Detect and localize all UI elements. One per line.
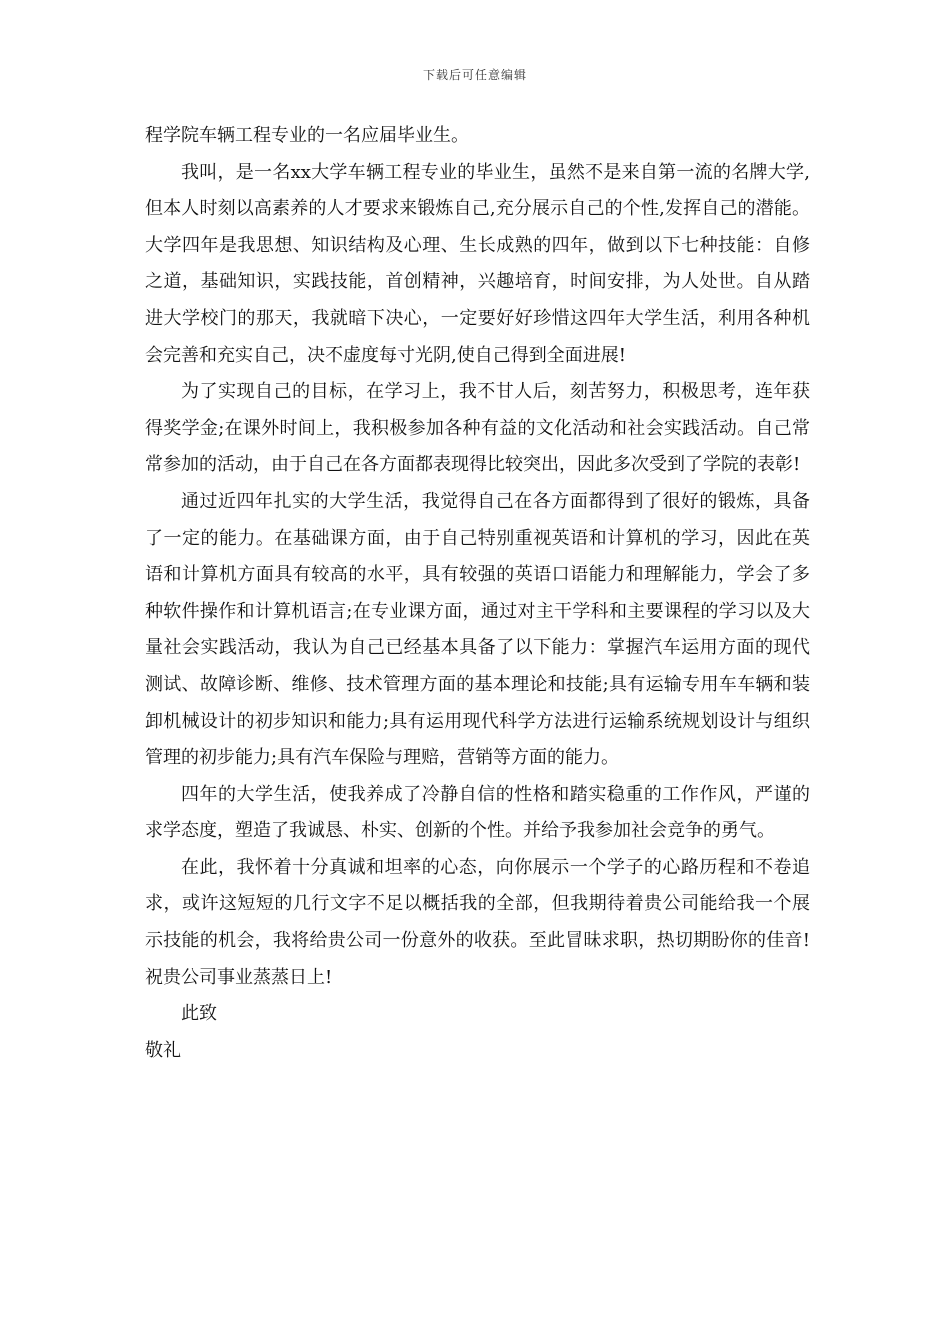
paragraph-abilities: 通过近四年扎实的大学生活，我觉得自己在各方面都得到了很好的锻炼，具备了一定的能力。在基础课方面，由于自己特别重视英语和计算机的学习，因此在英语和计算机方面具有较高的水平，具有较强的英语口语能力和理解能力，学会了多种软件操作和计算机语言;在专业课方面，通过对主干学科和主要课程的学习以及大量社会实践活动，我认为自己已经基本具备了以下能力：掌握汽车运用方面的现代测试、故障诊断、维修、技术管理方面的基本理论和技能;具有运输专用车车辆和装卸机械设计的初步知识和能力;具有运用现代科学方法进行运输系统规划设计与组织管理的初步能力;具有汽车保险与理赔，营销等方面的能力。 [145,490,810,769]
closing-regards: 敬礼 [145,1039,181,1061]
page-header-note: 下载后可任意编辑 [422,68,527,82]
paragraph-continuation: 程学院车辆工程专业的一名应届毕业生。 [145,125,469,146]
paragraph-character: 四年的大学生活，使我养成了冷静自信的性格和踏实稳重的工作作风，严谨的求学态度，塑造了我诚恳、朴实、创新的个性。并给予我参加社会竞争的勇气。 [145,783,810,842]
paragraph-goals: 为了实现自己的目标，在学习上，我不甘人后，刻苦努力，积极思考，连年获得奖学金;在课外时间上，我积极参加各种有益的文化活动和社会实践活动。自己常常参加的活动，由于自己在各方面都表现得比较突出，因此多次受到了学院的表彰! [145,381,810,476]
paragraph-introduction: 我叫，是一名xx大学车辆工程专业的毕业生，虽然不是来自第一流的名牌大学,但本人时刻以高素养的人才要求来锻炼自己,充分展示自己的个性,发挥自己的潜能。大学四年是我思想、知识结构及心理、生长成熟的四年，做到以下七种技能：自修之道，基础知识，实践技能，首创精神，兴趣培育，时间安排，为人处世。自从踏进大学校门的那天，我就暗下决心，一定要好好珍惜这四年大学生活，利用各种机会完善和充实自己，决不虚度每寸光阴,使自己得到全面进展! [145,161,810,366]
paragraph-conclusion: 在此，我怀着十分真诚和坦率的心态，向你展示一个学子的心路历程和不卷追求，或许这短短的几行文字不足以概括我的全部，但我期待着贵公司能给我一个展示技能的机会，我将给贵公司一份意外的收获。至此冒昧求职，热切期盼你的佳音!祝贵公司事业蒸蒸日上! [145,856,810,988]
closing-salutation: 此致 [181,1003,217,1025]
letter-body [145,118,810,1069]
